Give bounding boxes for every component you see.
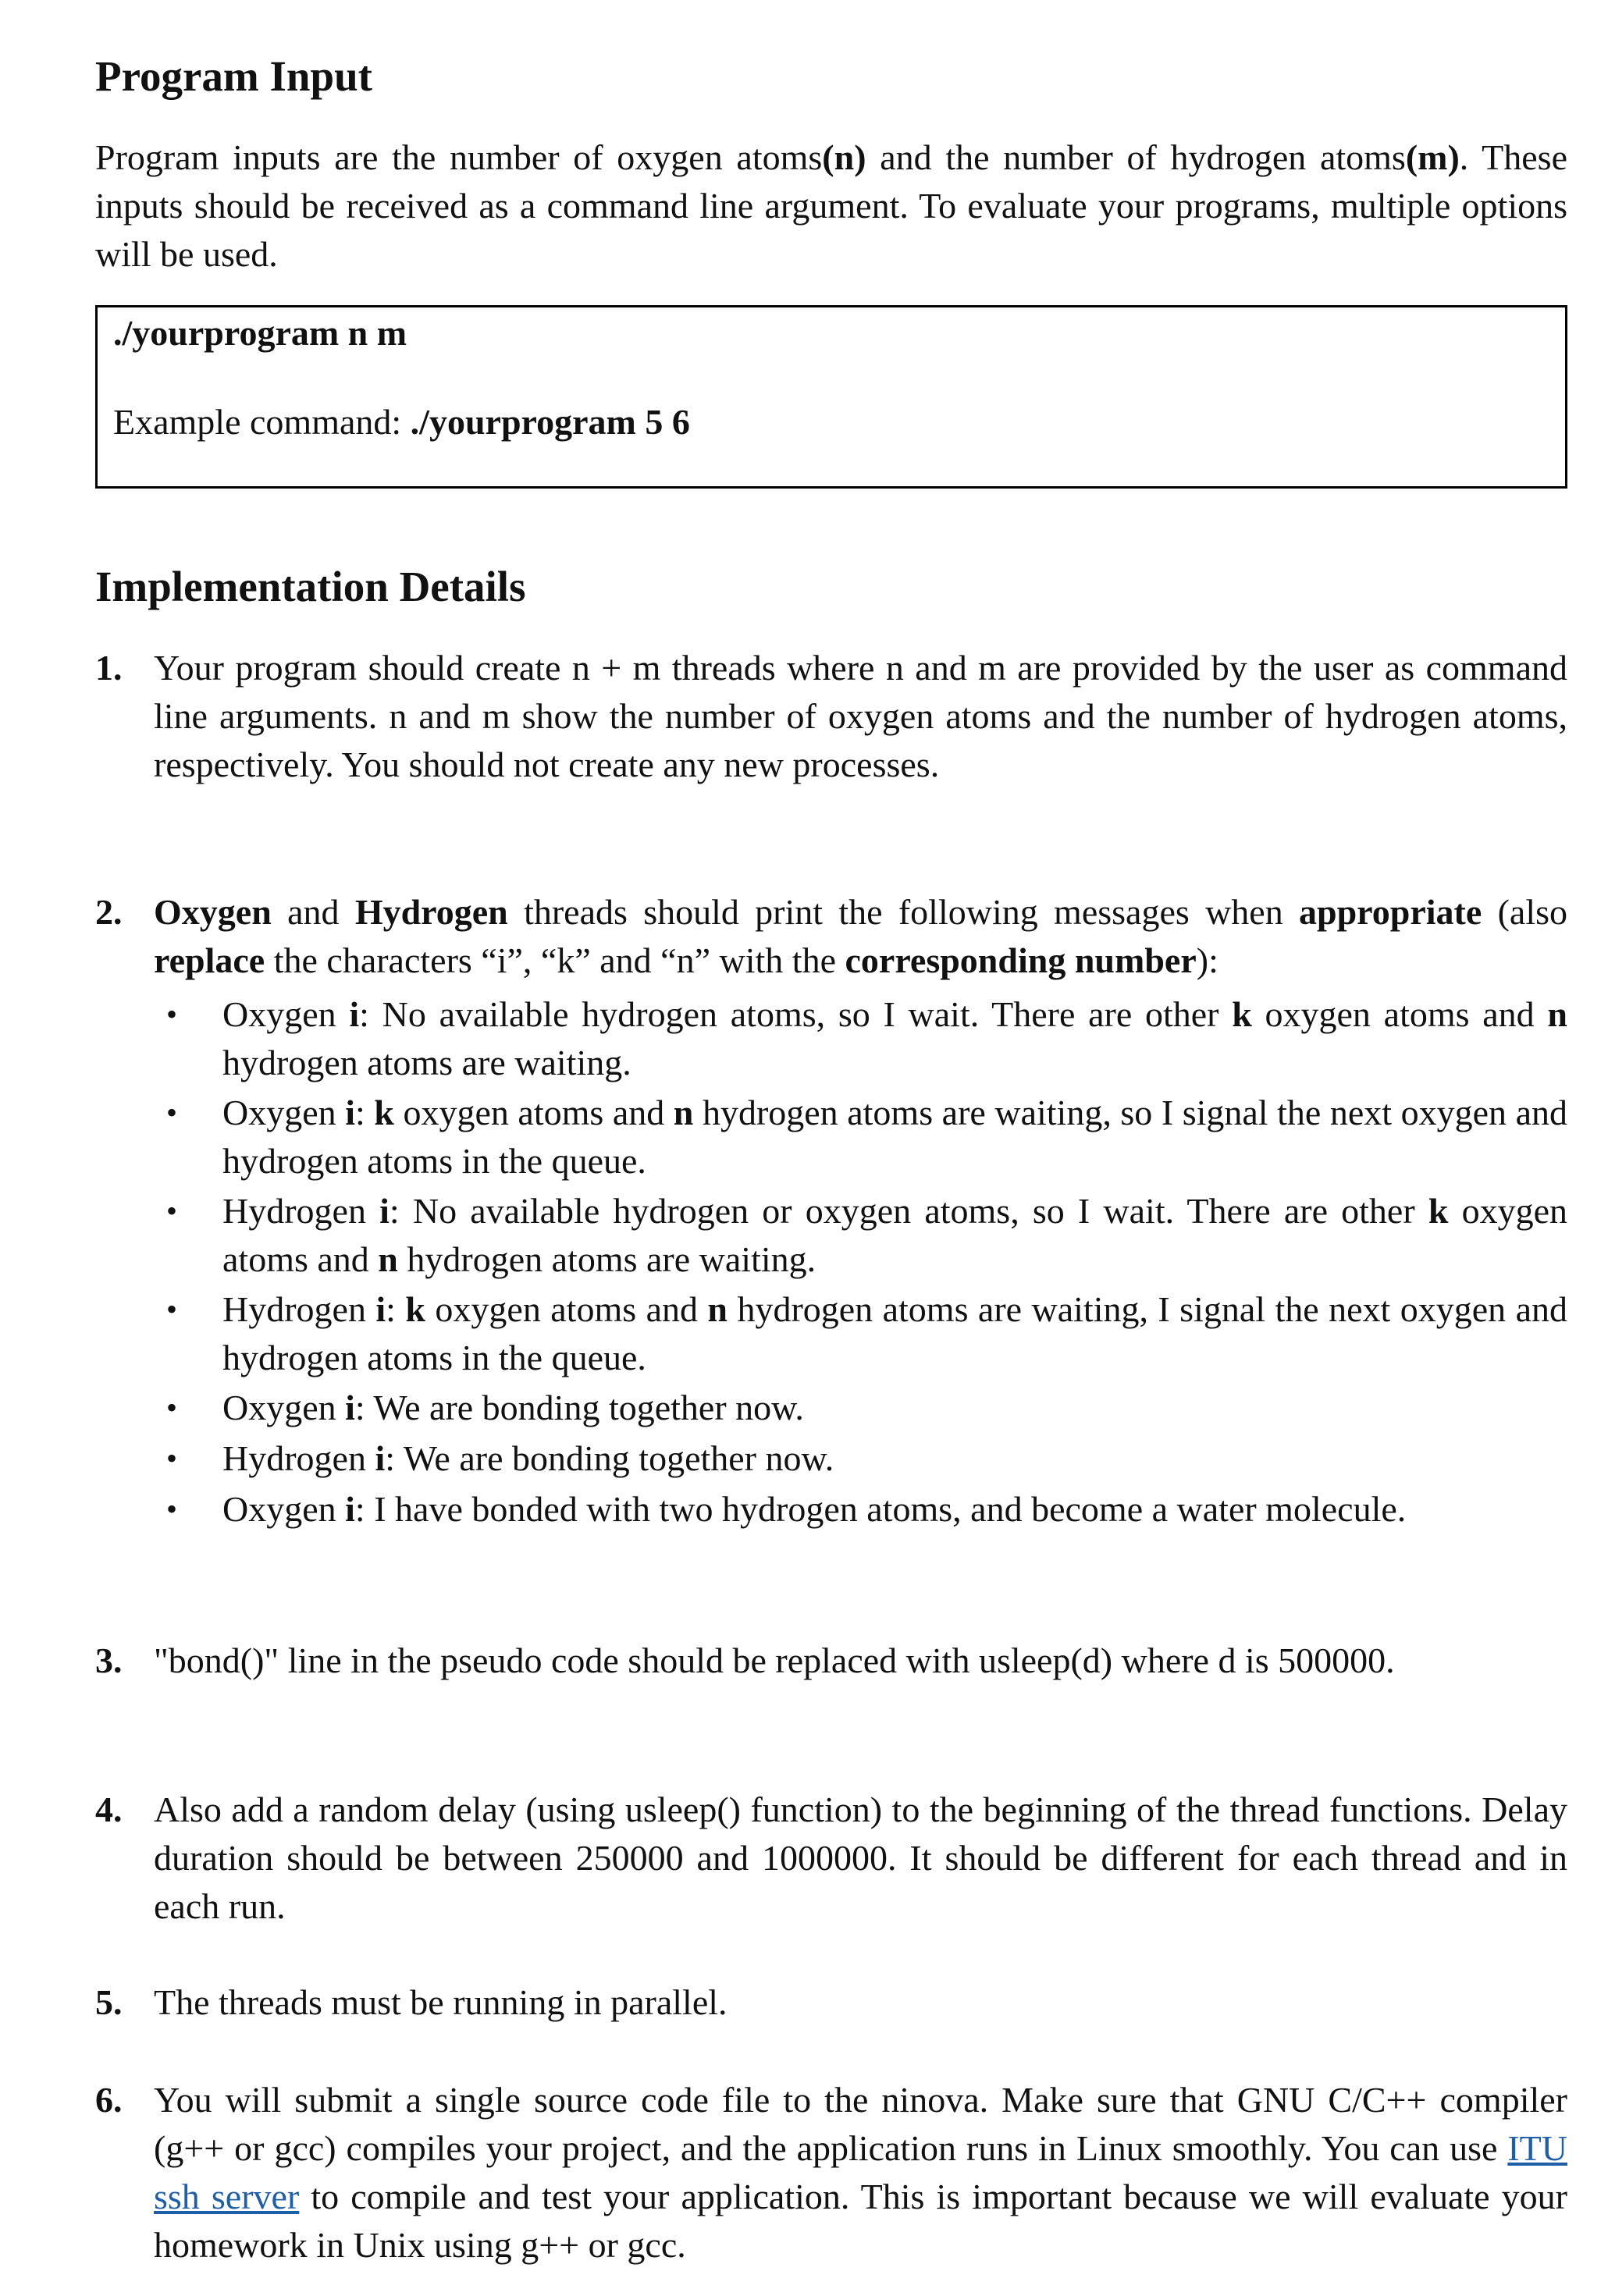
- text-segment: Oxygen: [222, 994, 350, 1034]
- text-segment: and the number of hydrogen atoms: [866, 137, 1406, 177]
- bullet-icon: •: [166, 1095, 178, 1130]
- text-segment: oxygen atoms and: [393, 1093, 674, 1132]
- bullet-icon: •: [166, 1390, 178, 1425]
- bold-text: i: [349, 994, 360, 1034]
- heading-program-input: Program Input: [95, 52, 372, 100]
- command-box: [95, 305, 1567, 489]
- item-number: 1.: [95, 648, 123, 688]
- example-label: Example command:: [113, 402, 411, 442]
- bullet-text: [222, 990, 1567, 1087]
- item-number: 3.: [95, 1640, 123, 1680]
- text-segment: oxygen atoms and: [425, 1289, 708, 1329]
- text-segment: You will submit a single source code file to the ninova. Make sure that GNU C/C++ compiler (g++ or gcc) compiles your project, and the application runs in Linux smoothly. You can use: [154, 2080, 1567, 2168]
- item-text: [154, 644, 1567, 789]
- text-segment: Oxygen: [222, 1093, 346, 1132]
- bold-text: Oxygen: [154, 892, 272, 932]
- text-segment: :: [386, 1289, 406, 1329]
- text-segment: to compile and test your application. This is important because we will evaluate your homework in Unix using g++ or gcc.: [154, 2177, 1567, 2265]
- text-segment: the characters “i”, “k” and “n” with the: [265, 940, 845, 980]
- text-segment: threads should print the following messages when: [507, 892, 1300, 932]
- bullet-text: [222, 1089, 1567, 1185]
- bold-text: n: [1547, 994, 1567, 1034]
- bullet-text: [222, 1434, 1567, 1483]
- program-input-paragraph: [95, 133, 1567, 279]
- bold-text: n: [378, 1239, 398, 1279]
- example-command: ./yourprogram 5 6: [410, 402, 690, 442]
- text-segment: Hydrogen: [222, 1191, 380, 1231]
- heading-implementation-details: Implementation Details: [95, 563, 526, 610]
- text-segment: "bond()" line in the pseudo code should be replaced with usleep(d) where d is 500000.: [154, 1640, 1395, 1680]
- bullet-icon: •: [166, 1491, 178, 1527]
- item-text: [154, 1637, 1567, 1685]
- bold-text: replace: [154, 940, 265, 980]
- text-segment: : We are bonding together now.: [354, 1388, 804, 1427]
- bold-text: i: [375, 1289, 386, 1329]
- bold-text: n: [707, 1289, 728, 1329]
- text-segment: oxygen atoms and: [1251, 994, 1548, 1034]
- bullet-icon: •: [166, 1441, 178, 1476]
- bullet-icon: •: [166, 1193, 178, 1228]
- text-segment: Oxygen: [222, 1388, 346, 1427]
- bold-text: appropriate: [1299, 892, 1482, 932]
- text-segment: Program inputs are the number of oxygen atoms: [95, 137, 823, 177]
- text-segment: Your program should create n + m threads where n and m are provided by the user as command line arguments. n and m show the number of oxygen atoms and the number of hydrogen atoms, respectively. You should not create any new processes.: [154, 648, 1567, 784]
- text-segment: : No available hydrogen or oxygen atoms, so I wait. There are other: [389, 1191, 1428, 1231]
- bold-text: i: [345, 1388, 355, 1427]
- bold-text: k: [374, 1093, 394, 1132]
- example-command-line: [113, 401, 690, 442]
- text-segment: Hydrogen: [222, 1438, 375, 1478]
- item-number: 5.: [95, 1982, 123, 2022]
- text-segment: Hydrogen: [222, 1289, 376, 1329]
- item-number: 4.: [95, 1790, 123, 1829]
- text-segment: oxygen atoms and: [222, 1191, 1567, 1279]
- text-segment: hydrogen atoms are waiting, I signal the next oxygen and hydrogen atoms in the queue.: [222, 1289, 1567, 1377]
- text-segment: (also: [1482, 892, 1568, 932]
- bullet-text: [222, 1485, 1567, 1534]
- item-text: [154, 888, 1567, 985]
- bold-text: i: [345, 1093, 355, 1132]
- bullet-text: [222, 1384, 1567, 1432]
- text-segment: and: [271, 892, 355, 932]
- item-text: [154, 2076, 1567, 2269]
- text-segment: ):: [1196, 940, 1218, 980]
- text-segment: : We are bonding together now.: [385, 1438, 834, 1478]
- item-text: [154, 1786, 1567, 1931]
- text-segment: The threads must be running in parallel.: [154, 1982, 728, 2022]
- bold-text: i: [379, 1191, 390, 1231]
- text-segment: . These inputs should be received as a command line argument. To evaluate your programs, multiple options will be used.: [95, 137, 1568, 274]
- bold-text: i: [345, 1489, 355, 1529]
- item-number: 6.: [95, 2080, 123, 2120]
- bold-text: k: [1428, 1191, 1449, 1231]
- bold-text: n: [673, 1093, 694, 1132]
- bold-text: corresponding number: [845, 940, 1197, 980]
- bold-text: (n): [822, 137, 866, 177]
- bullet-icon: •: [166, 997, 178, 1032]
- bold-text: Hydrogen: [354, 892, 508, 932]
- bullet-icon: •: [166, 1292, 178, 1327]
- item-text: [154, 1978, 1567, 2027]
- text-segment: Also add a random delay (using usleep() function) to the beginning of the thread functions. Delay duration should be between 250000 and 1000000. It should be different for each thread and in each run.: [154, 1790, 1567, 1926]
- text-segment: :: [354, 1093, 375, 1132]
- bold-text: i: [375, 1438, 386, 1478]
- text-segment: hydrogen atoms are waiting.: [397, 1239, 816, 1279]
- bullet-text: [222, 1187, 1567, 1284]
- text-segment: : No available hydrogen atoms, so I wait. There are other: [359, 994, 1233, 1034]
- bold-text: (m): [1405, 137, 1460, 177]
- text-segment: Oxygen: [222, 1489, 346, 1529]
- bold-text: k: [1232, 994, 1252, 1034]
- text-segment: : I have bonded with two hydrogen atoms, and become a water molecule.: [354, 1489, 1407, 1529]
- itu-ssh-server-link[interactable]: ITU ssh server: [154, 2128, 1567, 2216]
- item-number: 2.: [95, 892, 123, 932]
- text-segment: hydrogen atoms are waiting, so I signal the next oxygen and hydrogen atoms in the queue.: [222, 1093, 1567, 1181]
- usage-command: ./yourprogram n m: [113, 313, 407, 353]
- bullet-text: [222, 1285, 1567, 1382]
- bold-text: k: [405, 1289, 425, 1329]
- text-segment: hydrogen atoms are waiting.: [222, 1043, 631, 1082]
